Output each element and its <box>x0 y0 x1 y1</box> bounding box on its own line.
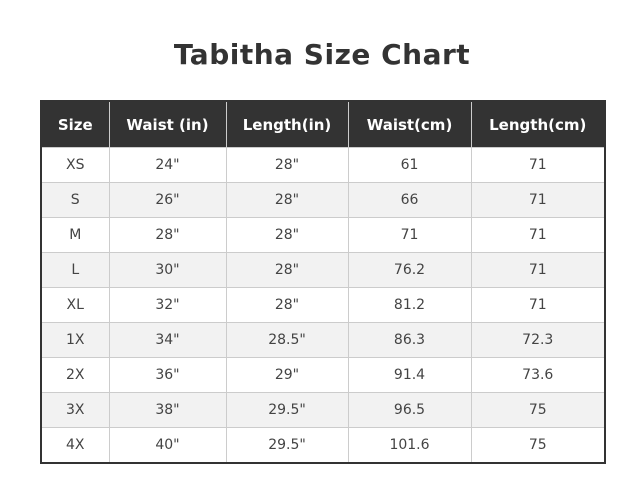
table-row <box>41 218 605 253</box>
table-row <box>41 148 605 183</box>
cell-waist-in: 26" <box>109 183 226 218</box>
table-row <box>41 358 605 393</box>
cell-size: XL <box>41 288 109 323</box>
cell-waist-in: 30" <box>109 253 226 288</box>
cell-length-cm: 71 <box>471 183 605 218</box>
cell-length-in: 28" <box>226 288 348 323</box>
cell-waist-cm: 86.3 <box>348 323 471 358</box>
cell-size: M <box>41 218 109 253</box>
cell-length-in: 28.5" <box>226 323 348 358</box>
cell-waist-cm: 96.5 <box>348 393 471 428</box>
cell-waist-cm: 76.2 <box>348 253 471 288</box>
cell-size: 1X <box>41 323 109 358</box>
table-row <box>41 428 605 464</box>
cell-length-in: 28" <box>226 183 348 218</box>
cell-length-cm: 75 <box>471 393 605 428</box>
cell-length-in: 28" <box>226 148 348 183</box>
cell-size: 2X <box>41 358 109 393</box>
column-header-length-cm: Length(cm) <box>471 101 605 148</box>
cell-length-cm: 71 <box>471 218 605 253</box>
cell-waist-in: 32" <box>109 288 226 323</box>
column-header-length-in: Length(in) <box>226 101 348 148</box>
table-body <box>41 148 605 464</box>
table-header-row <box>41 101 605 148</box>
cell-length-cm: 71 <box>471 288 605 323</box>
cell-size: XS <box>41 148 109 183</box>
cell-waist-cm: 91.4 <box>348 358 471 393</box>
cell-waist-cm: 81.2 <box>348 288 471 323</box>
cell-waist-in: 36" <box>109 358 226 393</box>
cell-size: S <box>41 183 109 218</box>
size-chart-table <box>40 100 606 464</box>
cell-waist-in: 34" <box>109 323 226 358</box>
column-header-size: Size <box>41 101 109 148</box>
column-header-waist-in: Waist (in) <box>109 101 226 148</box>
cell-length-cm: 75 <box>471 428 605 464</box>
cell-length-cm: 71 <box>471 253 605 288</box>
table-row <box>41 253 605 288</box>
column-header-waist-cm: Waist(cm) <box>348 101 471 148</box>
cell-waist-in: 28" <box>109 218 226 253</box>
cell-waist-cm: 101.6 <box>348 428 471 464</box>
cell-size: 3X <box>41 393 109 428</box>
cell-size: L <box>41 253 109 288</box>
cell-length-in: 29" <box>226 358 348 393</box>
table-row <box>41 323 605 358</box>
cell-waist-cm: 71 <box>348 218 471 253</box>
cell-length-in: 28" <box>226 253 348 288</box>
cell-length-cm: 71 <box>471 148 605 183</box>
cell-size: 4X <box>41 428 109 464</box>
table-row <box>41 183 605 218</box>
cell-waist-cm: 61 <box>348 148 471 183</box>
cell-length-in: 29.5" <box>226 428 348 464</box>
page-title: Tabitha Size Chart <box>173 38 471 71</box>
table-row <box>41 288 605 323</box>
cell-waist-in: 24" <box>109 148 226 183</box>
cell-length-in: 28" <box>226 218 348 253</box>
cell-length-cm: 73.6 <box>471 358 605 393</box>
cell-waist-cm: 66 <box>348 183 471 218</box>
cell-length-in: 29.5" <box>226 393 348 428</box>
cell-waist-in: 38" <box>109 393 226 428</box>
cell-waist-in: 40" <box>109 428 226 464</box>
table-row <box>41 393 605 428</box>
cell-length-cm: 72.3 <box>471 323 605 358</box>
